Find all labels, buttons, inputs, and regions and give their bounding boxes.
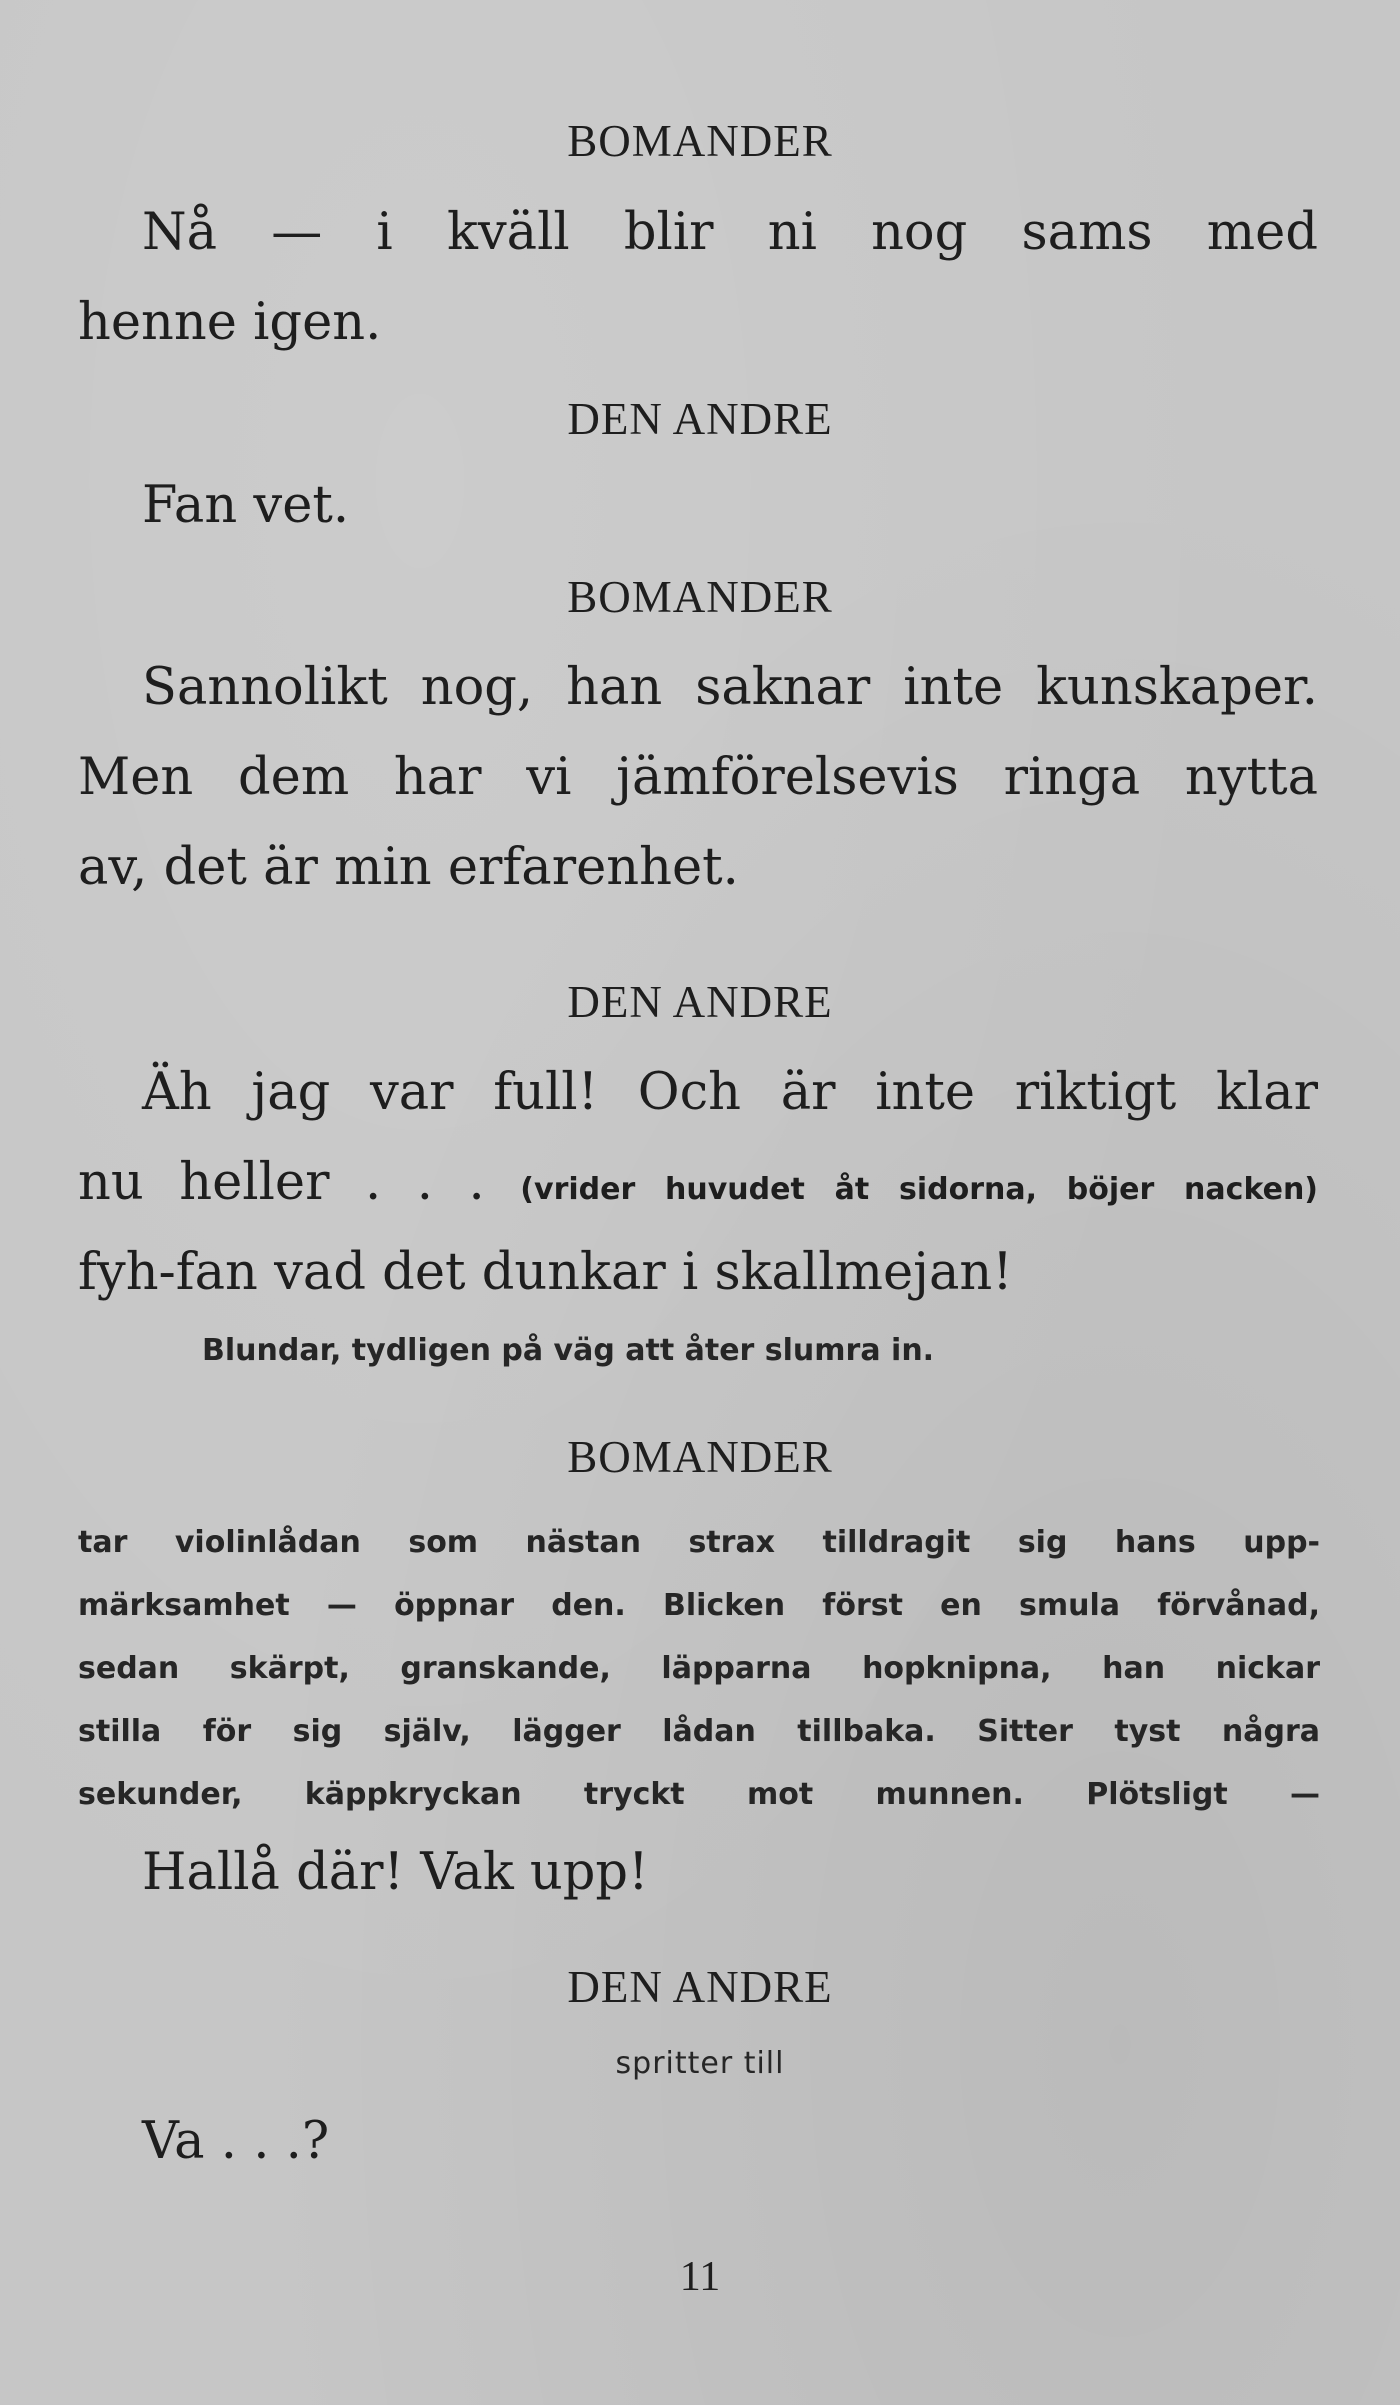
dialogue-line: fyh-fan vad det dunkar i skallmejan! [78,1243,1013,1302]
stage-direction-inline: (vrider huvudet åt sidorna, böjer nacken) [520,1172,1319,1207]
speaker-den-andre: DEN ANDRE [567,977,833,1027]
dialogue-line [78,1153,1318,1212]
dialogue-line: Hallå där! Vak upp! [142,1843,649,1902]
stage-direction: spritter till [615,2046,785,2081]
stage-direction-line: stilla för sig själv, lägger lådan tillbaka. Sitter tyst några [78,1714,1320,1749]
dialogue-line: Fan vet. [142,476,350,535]
speaker-bomander: BOMANDER [567,572,833,622]
dialogue-line: henne igen. [78,293,382,352]
stage-direction-line: sedan skärpt, granskande, läpparna hopknipna, han nickar [78,1651,1320,1686]
stage-direction-block [78,1511,1320,1826]
speaker-bomander: BOMANDER [567,1432,833,1482]
page-number: 11 [679,2254,721,2300]
speaker-den-andre: DEN ANDRE [567,394,833,444]
dialogue-line: av, det är min erfarenhet. [78,838,739,897]
dialogue-line: Nå — i kväll blir ni nog sams med [142,203,1318,262]
dialogue-line: Sannolikt nog, han saknar inte kunskaper. [142,658,1318,717]
stage-direction-line: märksamhet — öppnar den. Blicken först en smula förvånad, [78,1588,1320,1623]
dialogue-line: Va . . .? [142,2112,330,2171]
speaker-den-andre: DEN ANDRE [567,1962,833,2012]
dialogue-line: Men dem har vi jämförelsevis ringa nytta [78,748,1318,807]
speaker-bomander: BOMANDER [567,116,833,166]
stage-direction: Blundar, tydligen på väg att åter slumra in. [202,1333,935,1368]
stage-direction-line: sekunder, käppkryckan tryckt mot munnen. Plötsligt — [78,1777,1320,1812]
dialogue-line: Äh jag var full! Och är inte riktigt klar [142,1063,1318,1122]
dialogue-text: nu heller . . . [78,1153,485,1212]
stage-direction-line: tar violinlådan som nästan strax tilldragit sig hans upp- [78,1525,1320,1560]
